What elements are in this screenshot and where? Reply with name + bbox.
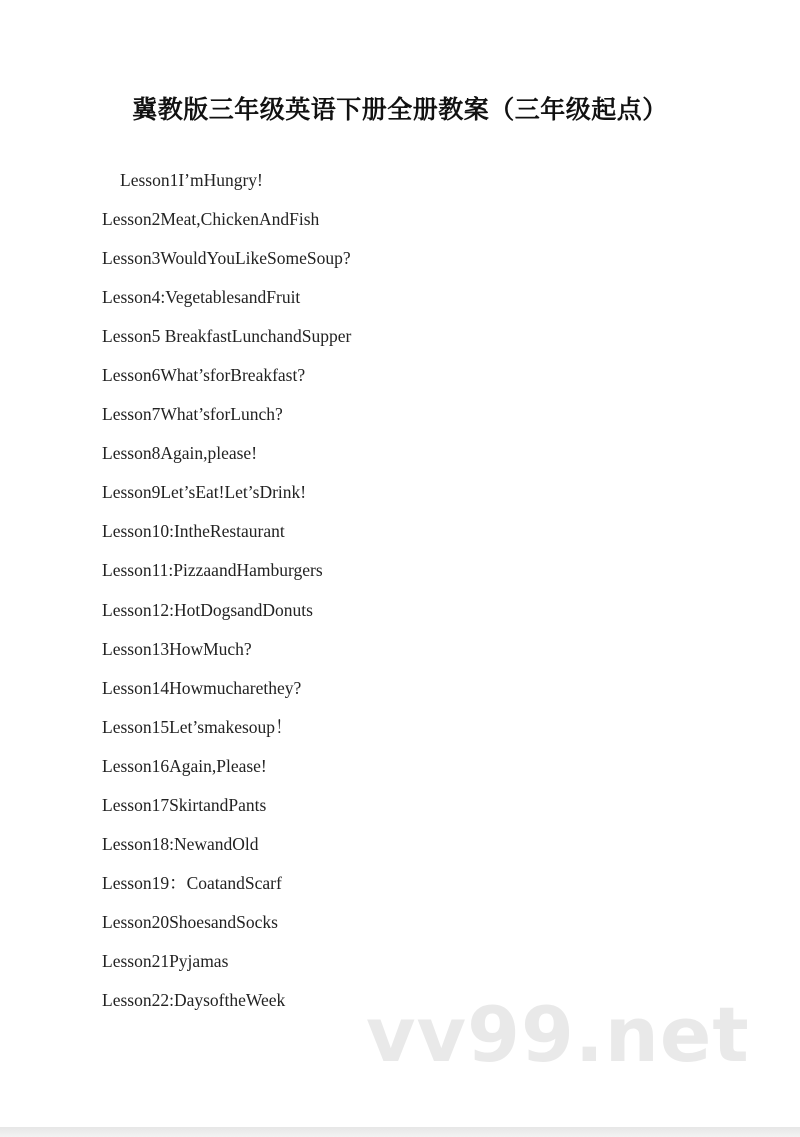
page-bottom-edge (0, 1127, 800, 1137)
document-title: 冀教版三年级英语下册全册教案（三年级起点） (132, 95, 668, 124)
lesson-item: Lesson21Pyjamas (102, 950, 229, 971)
lesson-item: Lesson5 BreakfastLunchandSupper (102, 326, 352, 347)
lesson-item: Lesson13HowMuch? (102, 638, 252, 659)
lesson-item: Lesson4:VegetablesandFruit (102, 287, 301, 308)
lesson-item: Lesson14Howmucharethey? (102, 677, 302, 698)
lesson-item: Lesson1I’mHungry! (120, 170, 263, 190)
lesson-item: Lesson15Let’smakesoup！ (102, 716, 293, 737)
lesson-item: Lesson6What’sforBreakfast? (102, 365, 306, 386)
lesson-item: Lesson3WouldYouLikeSomeSoup? (102, 248, 351, 269)
lesson-item: Lesson20ShoesandSocks (102, 911, 278, 932)
lesson-item: Lesson12:HotDogsandDonuts (102, 599, 313, 620)
lesson-item: Lesson19：CoatandScarf (102, 872, 282, 893)
lesson-item: Lesson22:DaysoftheWeek (102, 989, 286, 1010)
lesson-item: Lesson11:PizzaandHamburgers (102, 560, 323, 581)
lesson-item: Lesson2Meat,ChickenAndFish (102, 209, 320, 230)
lesson-item: Lesson18:NewandOld (102, 833, 259, 854)
lesson-item: Lesson8Again,please! (102, 443, 258, 464)
lesson-item: Lesson17SkirtandPants (102, 794, 267, 815)
lesson-list (102, 168, 351, 1027)
watermark-text: vv99.net (366, 990, 750, 1079)
lesson-item: Lesson9Let’sEat!Let’sDrink! (102, 482, 307, 503)
lesson-item: Lesson7What’sforLunch? (102, 404, 283, 425)
lesson-item: Lesson10:IntheRestaurant (102, 521, 285, 542)
lesson-item: Lesson16Again,Please! (102, 755, 267, 776)
